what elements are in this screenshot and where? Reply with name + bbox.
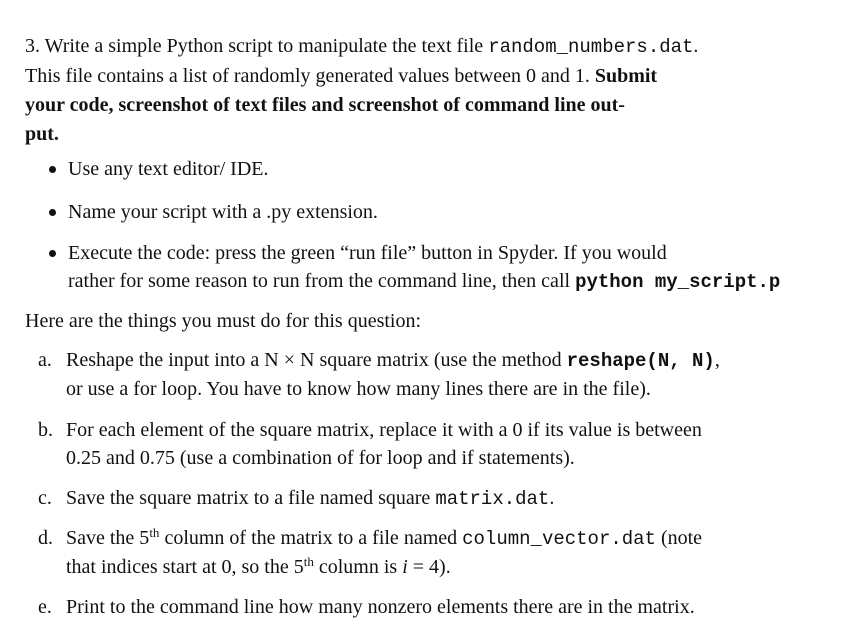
bullet-item-editor — [46, 155, 269, 183]
bullet-dot-icon — [49, 166, 56, 173]
bullet-dot-icon — [49, 209, 56, 216]
bullet-text-line-2-text: rather for some reason to run from the command line, then call — [68, 270, 576, 292]
task-c-end: . — [549, 487, 555, 509]
superscript-th: th — [149, 525, 160, 540]
question-line-2 — [25, 62, 825, 91]
command-python-script: python my_script.p — [575, 271, 781, 293]
question-line-4: put. — [25, 123, 59, 145]
task-d-text-b: column of the matrix to a file named — [159, 527, 463, 549]
task-label: a. — [38, 349, 52, 371]
question-line-1 — [25, 32, 825, 62]
bullet-text-line-2 — [68, 267, 780, 296]
task-item-d — [38, 524, 702, 581]
filename-random-numbers: random_numbers.dat — [488, 36, 694, 58]
task-d-line-1 — [66, 524, 702, 553]
bullet-dot-icon — [49, 250, 56, 257]
superscript-th: th — [303, 554, 314, 569]
task-label: c. — [38, 487, 52, 509]
task-item-c — [38, 484, 554, 513]
task-a-line-2: or use a for loop. You have to know how many lines there are in the file). — [66, 378, 651, 400]
task-c-text: Save the square matrix to a file named square — [66, 487, 436, 509]
bullet-text-line-1: Execute the code: press the green “run file” button in Spyder. If you would — [68, 242, 667, 264]
task-c-line — [66, 484, 554, 513]
task-label: d. — [38, 527, 53, 549]
code-reshape: reshape(N, N) — [566, 350, 715, 372]
question-line-1-end: . — [693, 35, 699, 57]
task-label: b. — [38, 419, 53, 441]
task-b-line-1: For each element of the square matrix, replace it with a 0 if its value is between — [66, 419, 702, 441]
bullet-item-extension — [46, 198, 378, 226]
math-variable-i: i — [402, 556, 408, 578]
bullet-item-execute — [46, 239, 780, 296]
question-line-2-text: This file contains a list of randomly generated values between 0 and 1. — [25, 65, 595, 87]
task-item-a — [38, 346, 720, 403]
task-d-line-2 — [66, 553, 702, 581]
bullet-text: Use any text editor/ IDE. — [68, 158, 269, 180]
question-text — [25, 32, 825, 149]
task-d-text-c: (note — [655, 527, 703, 549]
task-item-e — [38, 593, 695, 621]
task-d-line-2-a: that indices start at 0, so the 5 — [66, 556, 304, 578]
task-b-line-2: 0.25 and 0.75 (use a combination of for loop and if statements). — [66, 447, 575, 469]
bullet-text: Name your script with a .py extension. — [68, 201, 378, 223]
task-a-end: , — [714, 349, 720, 371]
filename-column-vector: column_vector.dat — [462, 528, 656, 550]
question-line-2-bold: Submit — [594, 65, 658, 87]
task-e-line: Print to the command line how many nonzero elements there are in the matrix. — [66, 596, 695, 618]
task-d-line-2-c: = 4). — [407, 556, 451, 578]
task-item-b — [38, 416, 702, 472]
instructions-intro: Here are the things you must do for this question: — [25, 310, 422, 332]
task-d-line-2-b: column is — [313, 556, 403, 578]
question-line-1-text: 3. Write a simple Python script to manipulate the text file — [25, 35, 489, 57]
task-a-text: Reshape the input into a N × N square matrix (use the method — [66, 349, 567, 371]
task-label: e. — [38, 596, 52, 618]
task-a-line-1 — [66, 346, 720, 375]
question-line-3: your code, screenshot of text files and screenshot of command line out- — [25, 94, 625, 116]
filename-matrix: matrix.dat — [435, 488, 550, 510]
task-d-text-a: Save the 5 — [66, 527, 150, 549]
